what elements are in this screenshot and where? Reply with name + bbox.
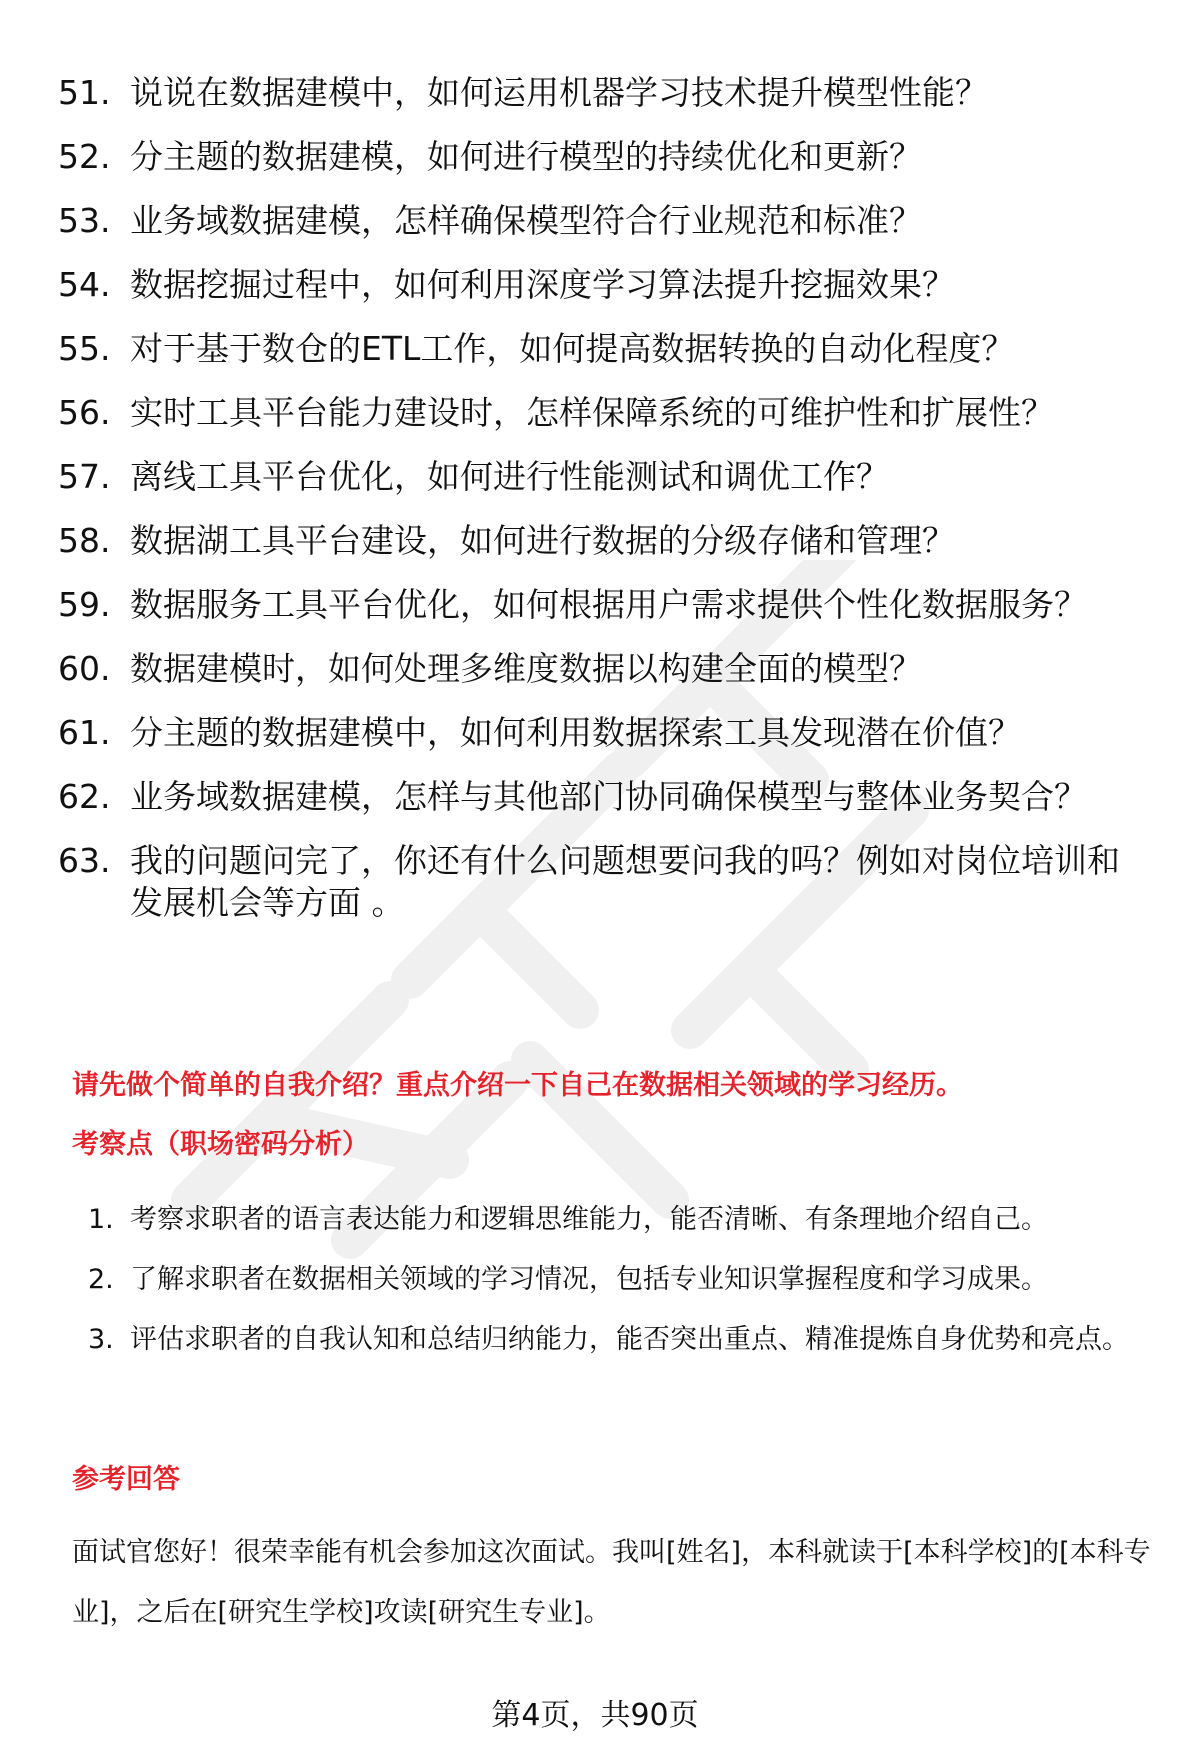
question-text: 说说在数据建模中，如何运用机器学习技术提升模型性能？	[130, 73, 988, 112]
question-item	[58, 456, 1148, 498]
question-number: 61.	[58, 713, 111, 752]
analysis-item	[88, 1190, 1158, 1250]
question-item	[58, 584, 1148, 626]
question-text: 数据挖掘过程中，如何利用深度学习算法提升挖掘效果？	[130, 265, 955, 304]
question-text: 对于基于数仓的ETL工作，如何提高数据转换的自动化程度？	[130, 329, 1015, 368]
question-item	[58, 136, 1148, 178]
analysis-text: 了解求职者在数据相关领域的学习情况，包括专业知识掌握程度和学习成果。	[130, 1264, 1048, 1295]
question-text: 离线工具平台优化，如何进行性能测试和调优工作？	[130, 457, 889, 496]
question-number: 62.	[58, 777, 111, 816]
analysis-item	[88, 1310, 1158, 1370]
question-number: 53.	[58, 201, 111, 240]
analysis-item	[88, 1250, 1158, 1310]
question-text: 分主题的数据建模，如何进行模型的持续优化和更新？	[130, 137, 922, 176]
analysis-number: 2.	[88, 1264, 114, 1295]
question-number: 54.	[58, 265, 111, 304]
question-number: 51.	[58, 73, 111, 112]
analysis-heading: 考察点（职场密码分析）	[72, 1129, 369, 1160]
analysis-text: 评估求职者的自我认知和总结归纳能力，能否突出重点、精准提炼自身优势和亮点。	[130, 1324, 1129, 1355]
analysis-number: 3.	[88, 1324, 114, 1355]
answer-heading: 参考回答	[72, 1464, 180, 1495]
question-item	[58, 264, 1148, 306]
question-item	[58, 392, 1148, 434]
question-text: 数据建模时，如何处理多维度数据以构建全面的模型？	[130, 649, 922, 688]
question-item	[58, 776, 1148, 818]
question-item	[58, 712, 1148, 754]
question-item	[58, 200, 1148, 242]
question-text: 分主题的数据建模中，如何利用数据探索工具发现潜在价值？	[130, 713, 1021, 752]
question-number: 60.	[58, 649, 111, 688]
question-text: 业务域数据建模，怎样与其他部门协同确保模型与整体业务契合？	[130, 777, 1087, 816]
question-list	[58, 72, 1148, 946]
question-number: 63.	[58, 841, 111, 880]
question-item	[58, 648, 1148, 690]
question-text: 业务域数据建模，怎样确保模型符合行业规范和标准？	[130, 201, 922, 240]
question-text: 实时工具平台能力建设时，怎样保障系统的可维护性和扩展性？	[130, 393, 1054, 432]
question-number: 57.	[58, 457, 111, 496]
question-text: 数据服务工具平台优化，如何根据用户需求提供个性化数据服务？	[130, 585, 1087, 624]
question-number: 58.	[58, 521, 111, 560]
question-number: 56.	[58, 393, 111, 432]
question-number: 59.	[58, 585, 111, 624]
question-number: 52.	[58, 137, 111, 176]
question-item	[58, 520, 1148, 562]
question-text: 数据湖工具平台建设，如何进行数据的分级存储和管理？	[130, 521, 955, 560]
question-item	[58, 840, 1148, 924]
analysis-list	[88, 1190, 1158, 1370]
answer-text: 面试官您好！很荣幸能有机会参加这次面试。我叫[姓名]，本科就读于[本科学校]的[本科专业]，之后在[研究生学校]攻读[研究生专业]。	[72, 1537, 1151, 1628]
question-text: 我的问题问完了，你还有什么问题想要问我的吗？例如对岗位培训和发展机会等方面 。	[130, 841, 1120, 922]
page-number: 第4页，共90页	[491, 1698, 699, 1733]
analysis-text: 考察求职者的语言表达能力和逻辑思维能力，能否清晰、有条理地介绍自己。	[130, 1204, 1048, 1235]
question-item	[58, 72, 1148, 114]
question-number: 55.	[58, 329, 111, 368]
analysis-number: 1.	[88, 1204, 114, 1235]
intro-question-heading: 请先做个简单的自我介绍？重点介绍一下自己在数据相关领域的学习经历。	[72, 1070, 963, 1101]
question-item	[58, 328, 1148, 370]
